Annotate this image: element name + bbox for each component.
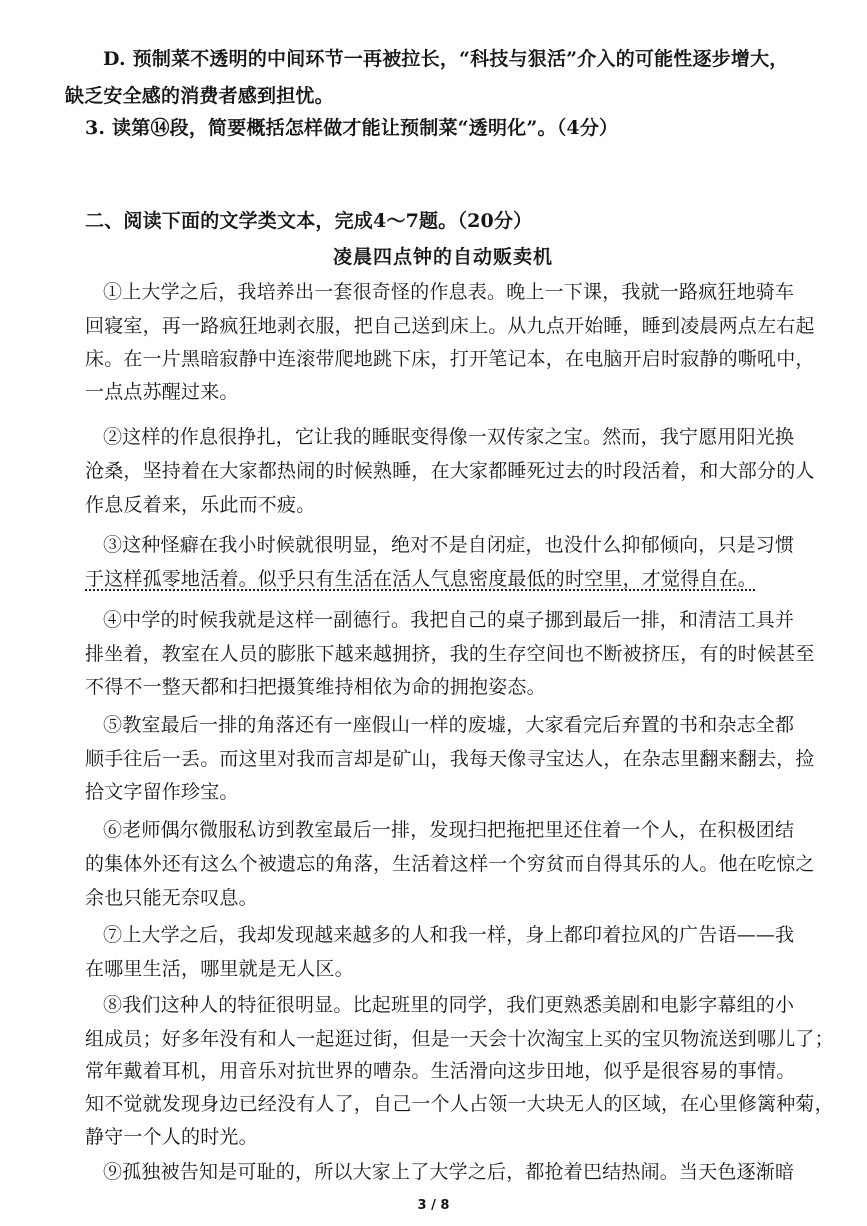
paragraph-line: 于这样孤零地活着。似乎只有生活在活人气息密度最低的时空里，才觉得自在。 (85, 568, 758, 590)
paragraph-line: ⑧我们这种人的特征很明显。比起班里的同学，我们更熟悉美剧和电影字幕组的小 (103, 994, 795, 1016)
paragraph-line: 组成员；好多年没有和人一起逛过街，但是一天会十次淘宝上买的宝贝物流送到哪儿了； (85, 1028, 834, 1050)
paragraph-line: ①上大学之后，我培养出一套很奇怪的作息表。晚上一下课，我就一路疯狂地骑车 (103, 281, 795, 303)
section-heading: 二、阅读下面的文学类文本，完成4～7题。（20分） (85, 210, 533, 232)
paragraph-line: 在哪里生活，哪里就是无人区。 (85, 958, 354, 980)
paragraph-line: 知不觉就发现身边已经没有人了，自己一个人占领一大块无人的区域，在心里修篱种菊， (85, 1093, 834, 1115)
paragraph-line: ⑤教室最后一排的角落还有一座假山一样的废墟，大家看完后弃置的书和杂志全都 (103, 714, 795, 736)
paragraph-line: ⑨孤独被告知是可耻的，所以大家上了大学之后，都抢着巴结热闹。当天色逐渐暗 (103, 1161, 795, 1183)
paragraph-line: 一点点苏醒过来。 (85, 381, 239, 403)
paragraph-line: 不得不一整天都和扫把摄箕维持相依为命的拥抱姿态。 (85, 676, 546, 698)
paragraph-line: 常年戴着耳机，用音乐对抗世界的嘈杂。生活滑向这步田地，似乎是很容易的事情。 (85, 1060, 796, 1082)
paragraph-line: 的集体外还有这么个被遗忘的角落，生活着这样一个穷贫而自得其乐的人。他在吃惊之 (85, 853, 815, 875)
article-title: 凌晨四点钟的自动贩卖机 (333, 246, 554, 268)
paragraph-line: 静守一个人的时光。 (85, 1126, 258, 1148)
paragraph-line: ②这样的作息很挣扎，它让我的睡眠变得像一双传家之宝。然而，我宁愿用阳光换 (103, 426, 795, 448)
option-d-line-1: D. 预制菜不透明的中间环节一再被拉长，“科技与狠活”介入的可能性逐步增大， (103, 48, 789, 70)
paragraph-line: 余也只能无奈叹息。 (85, 887, 258, 909)
option-d-line-2: 缺乏安全感的消费者感到担忧。 (65, 85, 334, 107)
paragraph-line: ③这种怪癖在我小时候就很明显，绝对不是自闭症，也没什么抑郁倾向，只是习惯 (103, 534, 795, 556)
paragraph-line: 作息反着来，乐此而不疲。 (85, 494, 316, 516)
paragraph-line: ④中学的时候我就是这样一副德行。我把自己的桌子挪到最后一排，和清洁工具并 (103, 609, 795, 631)
paragraph-line: 顺手往后一丢。而这里对我而言却是矿山，我每天像寻宝达人，在杂志里翻来翻去，捡 (85, 748, 815, 770)
paragraph-line: ⑦上大学之后，我却发现越来越多的人和我一样，身上都印着拉风的广告语——我 (103, 924, 795, 946)
paragraph-line: 沧桑，坚持着在大家都热闹的时候熟睡，在大家都睡死过去的时段活着，和大部分的人 (85, 460, 815, 482)
paragraph-line: ⑥老师偶尔微服私访到教室最后一排，发现扫把拖把里还住着一个人，在积极团结 (103, 819, 795, 841)
paragraph-line: 拾文字留作珍宝。 (85, 781, 239, 803)
page-number: 3 / 8 (417, 1198, 450, 1213)
paragraph-line: 回寝室，再一路疯狂地剥衣服，把自己送到床上。从九点开始睡，睡到凌晨两点左右起 (85, 315, 815, 337)
paragraph-line: 床。在一片黑暗寂静中连滚带爬地跳下床，打开笔记本，在电脑开启时寂静的嘶吼中， (85, 348, 815, 370)
paragraph-line: 排坐着，教室在人员的膨胀下越来越拥挤，我的生存空间也不断被挤压，有的时候甚至 (85, 643, 815, 665)
question-3: 3. 读第⑭段，简要概括怎样做才能让预制菜“透明化”。（4分） (85, 117, 619, 139)
